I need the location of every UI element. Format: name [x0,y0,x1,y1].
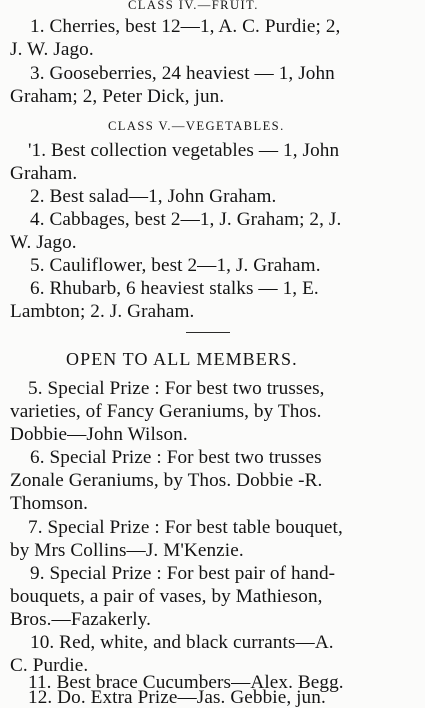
class-v-line-3: 2. Best salad—1, John Graham. [30,186,277,207]
class-v-line-5: W. Jago. [10,232,77,253]
open-line-1: 5. Special Prize : For best two trusses, [28,378,325,399]
class-v-line-4: 4. Cabbages, best 2—1, J. Graham; 2, J. [30,209,342,230]
class-iv-line-2: J. W. Jago. [10,39,94,60]
open-line-4: 6. Special Prize : For best two trusses [30,447,322,468]
open-line-15: 12. Do. Extra Prize—Jas. Gebbie, jun. [28,687,326,708]
open-line-11: Bros.—Fazakerly. [10,609,152,630]
class-iv-line-4: Graham; 2, Peter Dick, jun. [10,86,225,107]
open-line-14: 11. Best brace Cucumbers—Alex. Begg. [28,672,344,693]
class-iv-line-3: 3. Gooseberries, 24 heaviest — 1, John [30,63,335,84]
open-line-5: Zonale Geraniums, by Thos. Dobbie -R. [10,470,323,491]
class-v-line-6: 5. Cauliflower, best 2—1, J. Graham. [30,255,321,276]
class-iv-line-1: 1. Cherries, best 12—1, A. C. Purdie; 2, [30,16,341,37]
open-line-7: 7. Special Prize : For best table bouquet, [28,517,343,538]
open-line-8: by Mrs Collins—J. M'Kenzie. [10,540,244,561]
open-line-13: C. Purdie. [10,655,89,676]
class-v-line-8: Lambton; 2. J. Graham. [10,301,195,322]
open-line-12: 10. Red, white, and black currants—A. [30,632,334,653]
open-section-heading: OPEN TO ALL MEMBERS. [66,349,298,369]
open-line-2: varieties, of Fancy Geraniums, by Thos. [10,401,322,422]
section-divider [186,332,230,333]
class-v-line-2: Graham. [10,163,78,184]
class-v-line-7: 6. Rhubarb, 6 heaviest stalks — 1, E. [30,278,319,299]
open-line-9: 9. Special Prize : For best pair of hand- [30,563,336,584]
open-line-10: bouquets, a pair of vases, by Mathieson, [10,586,323,607]
open-line-3: Dobbie—John Wilson. [10,424,188,445]
class-v-line-1: '1. Best collection vegetables — 1, John [28,140,340,161]
open-line-6: Thomson. [10,493,89,514]
class-v-heading: CLASS V.—VEGETABLES. [108,119,285,133]
class-iv-heading: CLASS IV.—FRUIT. [128,0,259,12]
